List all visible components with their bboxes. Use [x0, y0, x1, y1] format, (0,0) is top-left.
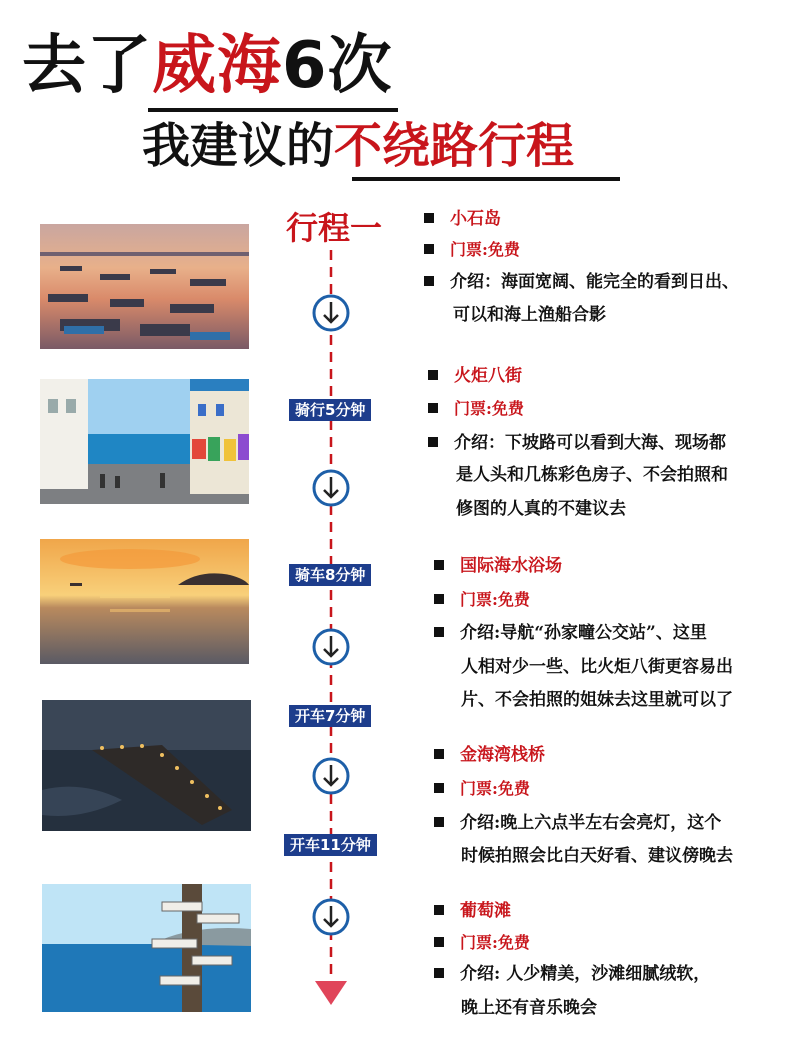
stop-desc-line: 介绍: 人少精美，沙滩细腻绒软， — [460, 964, 711, 984]
transfer-badge-2: 骑车8分钟 — [289, 564, 371, 586]
stop-3-ticket-row — [434, 592, 530, 608]
route-heading: 行程一 — [286, 209, 383, 247]
bullet-icon — [424, 213, 434, 223]
photo-putaotan — [42, 884, 251, 1012]
bullet-icon — [424, 276, 434, 286]
bullet-icon — [428, 370, 438, 380]
stop-2-ticket-row — [428, 401, 524, 417]
stop-5-ticket-row — [434, 935, 530, 951]
bullet-icon — [434, 905, 444, 915]
stop-desc-line: 介绍:晚上六点半左右会亮灯，这个 — [460, 813, 722, 833]
stop-ticket: 门票:免费 — [460, 779, 530, 798]
stop-desc-line: 人相对少一些、比火炬八街更容易出 — [461, 657, 733, 677]
stop-name: 小石岛 — [450, 209, 501, 229]
timeline — [300, 250, 364, 1010]
stop-desc-line: 介绍:导航“孙家疃公交站”、这里 — [460, 623, 707, 643]
bullet-icon — [434, 560, 444, 570]
stop-name: 金海湾栈桥 — [460, 745, 545, 765]
main-title-highlight: 威海 — [152, 29, 282, 103]
stop-desc-line: 可以和海上渔船合影 — [453, 305, 606, 325]
stop-desc-line: 介绍：海面宽阔、能完全的看到日出、 — [450, 272, 739, 292]
main-title-part3: 6次 — [282, 29, 393, 103]
stop-1-ticket-row — [424, 242, 520, 258]
bullet-icon — [434, 594, 444, 604]
stop-1-desc-row — [424, 274, 739, 291]
bullet-icon — [424, 244, 434, 254]
stop-ticket: 门票:免费 — [460, 590, 530, 609]
stop-ticket: 门票:免费 — [460, 933, 530, 952]
subtitle-underline — [352, 177, 620, 181]
timeline-arrow-icon-3 — [314, 630, 348, 664]
stop-desc-line: 时候拍照会比白天好看、建议傍晚去 — [461, 846, 733, 866]
timeline-arrow-icon-1 — [314, 296, 348, 330]
stop-3-desc-row — [434, 625, 707, 642]
stop-desc-line: 片、不会拍照的姐妹去这里就可以了 — [461, 690, 733, 710]
timeline-arrow-icon-4 — [314, 759, 348, 793]
photo-haishui-yuchang — [40, 539, 249, 664]
stop-3-name-row — [434, 558, 562, 575]
stop-2-desc-row — [428, 435, 726, 452]
transfer-badge-3: 开车7分钟 — [289, 705, 371, 727]
timeline-arrow-icon-2 — [314, 471, 348, 505]
stop-5-desc-row — [434, 966, 710, 983]
bullet-icon — [434, 627, 444, 637]
stop-name: 火炬八街 — [454, 366, 522, 386]
bullet-icon — [434, 817, 444, 827]
stop-desc-line: 是人头和几栋彩色房子、不会拍照和 — [456, 465, 728, 485]
transfer-badge-4: 开车11分钟 — [284, 834, 377, 856]
stop-5-name-row — [434, 903, 511, 920]
stop-4-desc-row — [434, 815, 721, 832]
stop-desc-line: 介绍：下坡路可以看到大海、现场都 — [454, 433, 726, 453]
transfer-badge-1: 骑行5分钟 — [289, 399, 371, 421]
subtitle-part1: 我建议的 — [142, 118, 335, 174]
bullet-icon — [434, 968, 444, 978]
stop-name: 葡萄滩 — [460, 901, 511, 921]
bullet-icon — [434, 749, 444, 759]
main-title — [22, 29, 393, 103]
bullet-icon — [434, 937, 444, 947]
bullet-icon — [428, 403, 438, 413]
photo-huoju-bajie — [40, 379, 249, 504]
subtitle — [142, 118, 575, 174]
stop-desc-line: 修图的人真的不建议去 — [456, 499, 626, 519]
stop-ticket: 门票:免费 — [454, 399, 524, 418]
subtitle-highlight: 不绕路行程 — [334, 118, 575, 174]
stop-name: 国际海水浴场 — [460, 556, 562, 576]
stop-desc-line: 晚上还有音乐晚会 — [461, 998, 597, 1018]
photo-xiaoshidao — [40, 224, 249, 349]
main-title-underline — [148, 108, 398, 112]
timeline-end-arrow-icon — [315, 981, 347, 1005]
timeline-arrow-icon-5 — [314, 900, 348, 934]
stop-1-name-row — [424, 211, 501, 228]
photo-jinhaiwan-zhanqiao — [42, 700, 251, 831]
main-title-part1: 去了 — [22, 29, 152, 103]
stop-ticket: 门票:免费 — [450, 240, 520, 259]
stop-2-name-row — [428, 368, 522, 385]
bullet-icon — [434, 783, 444, 793]
bullet-icon — [428, 437, 438, 447]
stop-4-name-row — [434, 747, 545, 764]
stop-4-ticket-row — [434, 781, 530, 797]
